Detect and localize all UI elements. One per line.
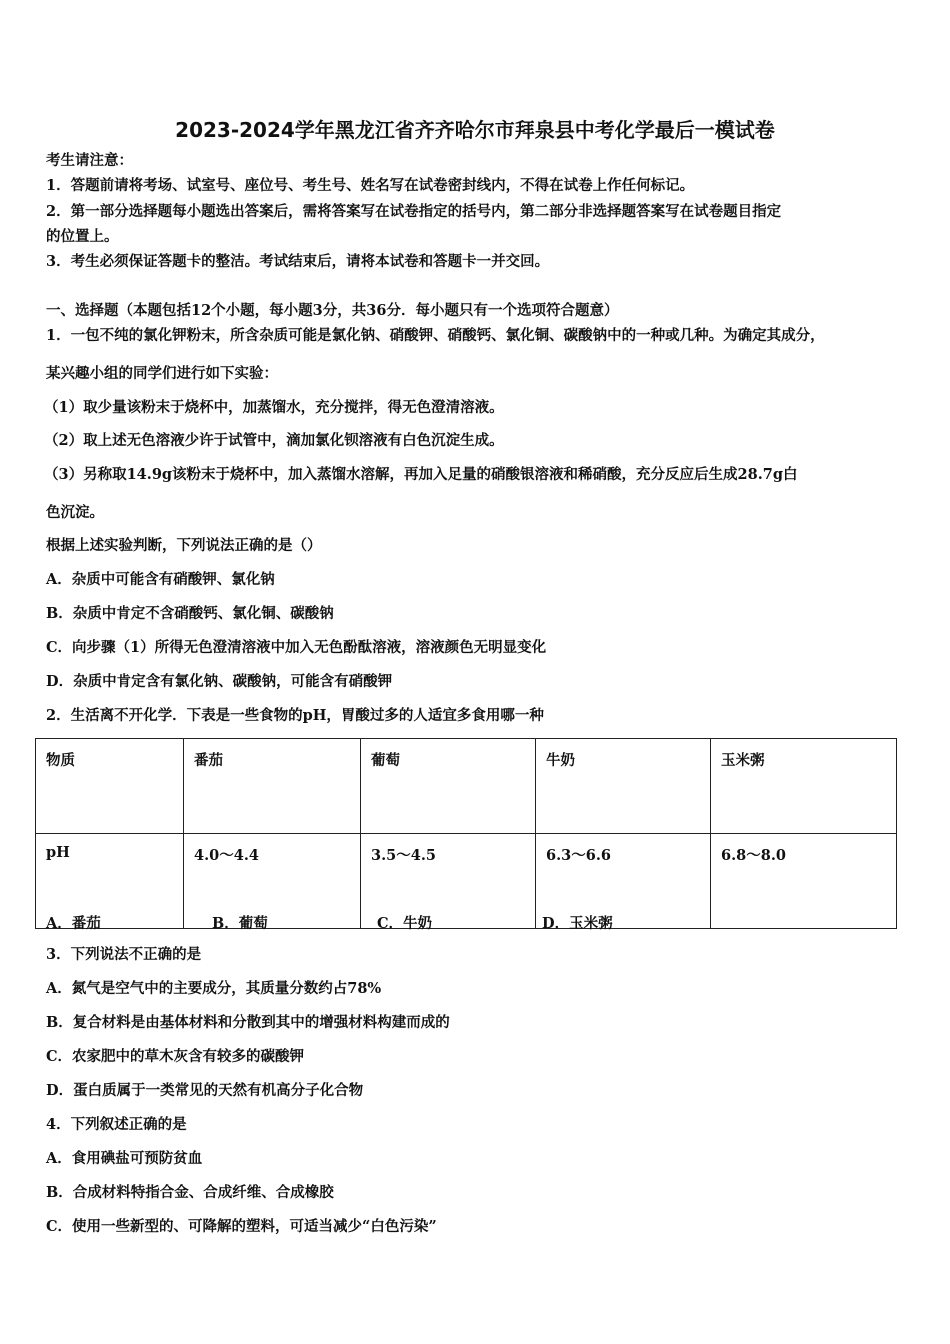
table-row	[36, 739, 897, 834]
table-cell: 葡萄	[361, 739, 536, 834]
table-row	[36, 834, 897, 929]
table-cell: 6.8～8.0	[711, 834, 897, 929]
q1-option-d: D．杂质中肯定含有氯化钠、碳酸钠，可能含有硝酸钾	[46, 673, 393, 690]
exam-title: 2023-2024学年黑龙江省齐齐哈尔市拜泉县中考化学最后一模试卷	[175, 118, 775, 142]
table-cell: 4.0～4.4	[184, 834, 361, 929]
table-cell: 玉米粥	[711, 739, 897, 834]
q2-option-c: C．牛奶	[377, 915, 433, 932]
table-cell: pH	[36, 834, 184, 929]
q4-option-a: A．食用碘盐可预防贫血	[46, 1150, 203, 1167]
q1-step-2: （2）取上述无色溶液少许于试管中，滴加氯化钡溶液有白色沉淀生成。	[44, 432, 504, 449]
q1-stem-line-1: 1．一包不纯的氯化钾粉末，所含杂质可能是氯化钠、硝酸钾、硝酸钙、氯化铜、碳酸钠中的一种或几种。为确定其成分，	[46, 327, 825, 344]
ph-table	[35, 738, 897, 929]
q4-stem: 4．下列叙述正确的是	[46, 1116, 187, 1133]
table-cell: 3.5～4.5	[361, 834, 536, 929]
q2-option-a: A．番茄	[46, 915, 101, 932]
table-cell: 牛奶	[536, 739, 711, 834]
table-cell: 番茄	[184, 739, 361, 834]
q2-stem: 2．生活离不开化学．下表是一些食物的pH，胃酸过多的人适宜多食用哪一种	[46, 707, 544, 724]
notice-line-2a: 2．第一部分选择题每小题选出答案后，需将答案写在试卷指定的括号内，第二部分非选择题答案写在试卷题目指定	[46, 203, 782, 220]
q1-option-c: C．向步骤（1）所得无色澄清溶液中加入无色酚酞溶液，溶液颜色无明显变化	[46, 639, 547, 656]
q1-option-b: B．杂质中肯定不含硝酸钙、氯化铜、碳酸钠	[46, 605, 334, 622]
q1-step-3b: 色沉淀。	[46, 504, 104, 521]
q1-step-3a: （3）另称取14.9g该粉末于烧杯中，加入蒸馏水溶解，再加入足量的硝酸银溶液和稀硝酸，充分反应后生成28.7g白	[44, 466, 798, 483]
q1-stem-line-2: 某兴趣小组的同学们进行如下实验：	[46, 365, 278, 382]
q1-step-1: （1）取少量该粉末于烧杯中，加蒸馏水，充分搅拌，得无色澄清溶液。	[44, 399, 504, 416]
section-heading: 一、选择题（本题包括12个小题，每小题3分，共36分．每小题只有一个选项符合题意）	[46, 302, 619, 319]
q2-option-d: D．玉米粥	[542, 915, 613, 932]
q1-option-a: A．杂质中可能含有硝酸钾、氯化钠	[46, 571, 275, 588]
notice-line-3: 3．考生必须保证答题卡的整洁。考试结束后，请将本试卷和答题卡一并交回。	[46, 253, 550, 270]
q1-question: 根据上述实验判断，下列说法正确的是（）	[46, 537, 322, 554]
notice-heading: 考生请注意：	[46, 152, 133, 169]
q4-option-b: B．合成材料特指合金、合成纤维、合成橡胶	[46, 1184, 334, 1201]
q3-option-d: D．蛋白质属于一类常见的天然有机高分子化合物	[46, 1082, 364, 1099]
q3-option-a: A．氮气是空气中的主要成分，其质量分数约占78%	[46, 980, 382, 997]
q2-option-b: B．葡萄	[212, 915, 268, 932]
notice-line-1: 1．答题前请将考场、试室号、座位号、考生号、姓名写在试卷密封线内，不得在试卷上作任何标记。	[46, 177, 695, 194]
notice-line-2b: 的位置上。	[46, 228, 119, 245]
table-cell: 6.3～6.6	[536, 834, 711, 929]
q4-option-c: C．使用一些新型的、可降解的塑料，可适当减少“白色污染”	[46, 1218, 437, 1235]
q3-stem: 3．下列说法不正确的是	[46, 946, 202, 963]
table-cell: 物质	[36, 739, 184, 834]
q3-option-b: B．复合材料是由基体材料和分散到其中的增强材料构建而成的	[46, 1014, 450, 1031]
q3-option-c: C．农家肥中的草木灰含有较多的碳酸钾	[46, 1048, 305, 1065]
